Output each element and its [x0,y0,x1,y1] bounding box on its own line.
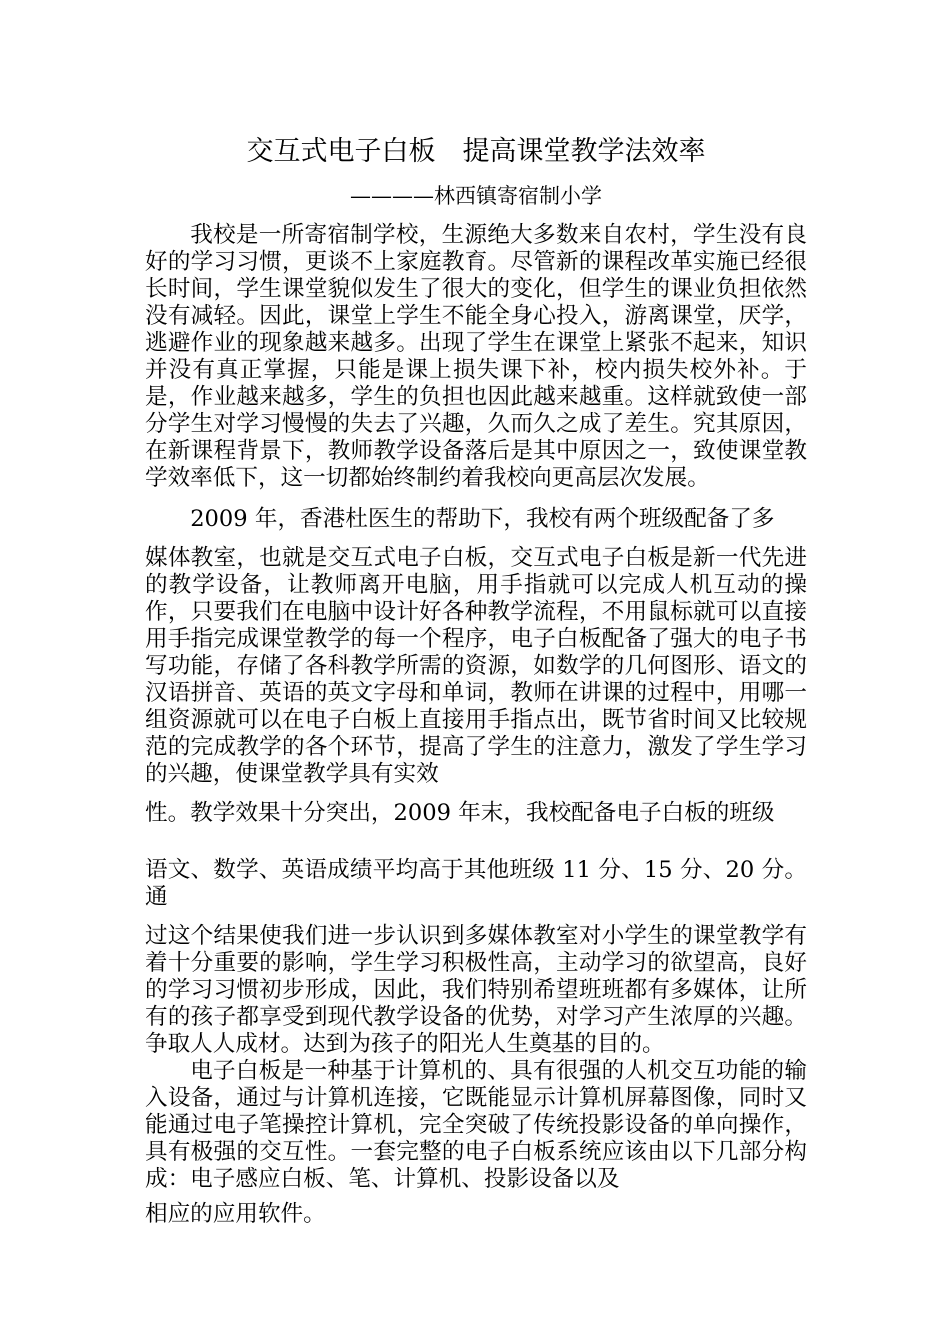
paragraph-2009-scores-line: 语文、数学、英语成绩平均高于其他班级 11 分、15 分、20 分。通 [145,857,807,910]
document-page [145,130,807,1228]
paragraph-2009-body: 媒体教室，也就是交互式电子白板，交互式电子白板是新一代先进的教学设备，让教师离开电脑，用手指就可以完成人机互动的操作，只要我们在电脑中设计好各种教学流程，不用鼠标就可以直接用手指完成课堂教学的每一个程序，电子白板配备了强大的电子书写功能，存储了各科教学所需的资源，如数学的几何图形、语文的汉语拼音、英语的英文字母和单词，教师在讲课的过程中，用哪一组资源就可以在电子白板上直接用手指点出，既节省时间又比较规范的完成教学的各个环节，提高了学生的注意力，激发了学生学习的兴趣，使课堂教学具有实效 [145,545,807,787]
document-title: 交互式电子白板 提高课堂教学法效率 [246,136,706,167]
paragraph-2009-results-line: 性。教学效果十分突出，2009 年末，我校配备电子白板的班级 [145,800,775,826]
paragraph-intro: 我校是一所寄宿制学校，生源绝大多数来自农村，学生没有良好的学习习惯，更谈不上家庭教育。尽管新的课程改革实施已经很长时间，学生课堂貌似发生了很大的变化，但学生的课业负担依然没有减轻。因此，课堂上学生不能全身心投入，游离课堂，厌学，逃避作业的现象越来越多。出现了学生在课堂上紧张不起来，知识并没有真正掌握，只能是课上损失课下补，校内损失校外补。于是，作业越来越多，学生的负担也因此越来越重。这样就致使一部分学生对学习慢慢的失去了兴趣，久而久之成了差生。究其原因，在新课程背景下，教师教学设备落后是其中原因之一，致使课堂教学效率低下，这一切都始终制约着我校向更高层次发展。 [145,222,807,491]
paragraph-2009-first-line: 2009 年，香港杜医生的帮助下，我校有两个班级配备了多 [190,506,775,532]
document-subtitle: ————林西镇寄宿制小学 [350,184,602,208]
paragraph-whiteboard: 电子白板是一种基于计算机的、具有很强的人机交互功能的输入设备，通过与计算机连接，它既能显示计算机屏幕图像，同时又能通过电子笔操控计算机，完全突破了传统投影设备的单向操作，具有极强的交互性。一套完整的电子白板系统应该由以下几部分构成：电子感应白板、笔、计算机、投影设备以及 [145,1058,807,1192]
paragraph-whiteboard-last-line: 相应的应用软件。 [145,1201,326,1227]
paragraph-2009-conclusion: 过这个结果使我们进一步认识到多媒体教室对小学生的课堂教学有着十分重要的影响，学生学习积极性高，主动学习的欲望高，良好的学习习惯初步形成，因此，我们特别希望班班都有多媒体，让所有的孩子都享受到现代教学设备的优势，对学习产生浓厚的兴趣。争取人人成材。达到为孩子的阳光人生奠基的目的。 [145,923,807,1057]
